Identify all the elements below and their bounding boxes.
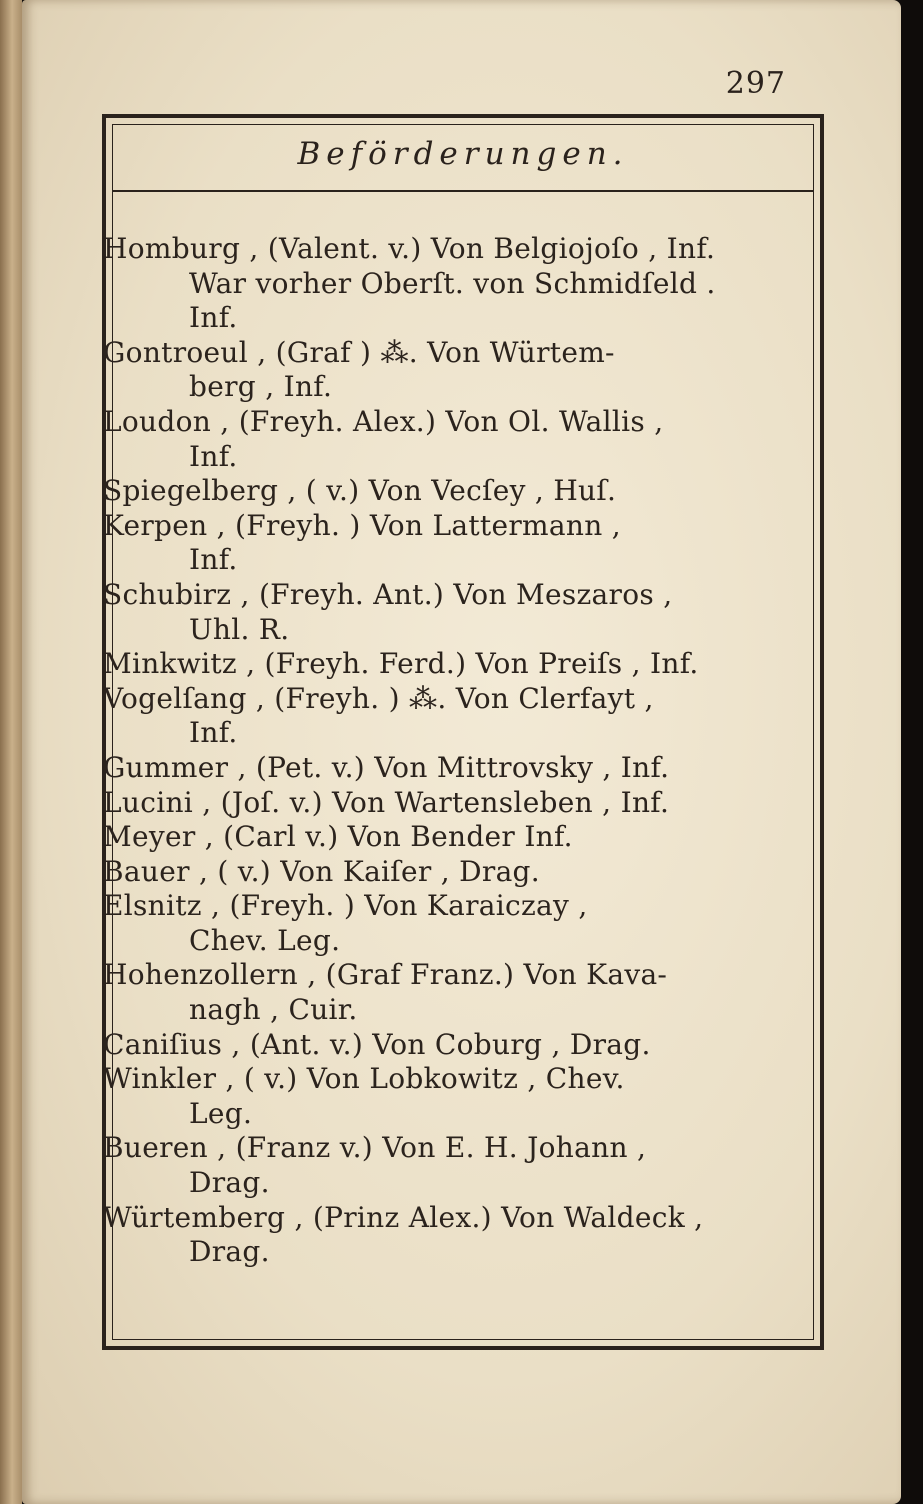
promotion-entry [103, 509, 793, 578]
entry-first-line: Würtemberg , (Prinz Alex.) Von Waldeck , [103, 1200, 704, 1234]
entry-continuation-line: Leg. [189, 1096, 253, 1130]
promotion-list [103, 232, 793, 1270]
entry-continuation-line: Drag. [189, 1235, 270, 1269]
promotion-entry [103, 578, 793, 647]
promotion-entry [103, 474, 793, 509]
entry-first-line: Bauer , ( v.) Von Kaiſer , Drag. [103, 854, 540, 888]
promotion-entry [103, 1062, 793, 1131]
entry-continuation-line: Inf. [189, 543, 238, 577]
promotion-entry [103, 1028, 793, 1063]
entry-first-line: Homburg , (Valent. v.) Von Belgiojoſo , Inf. [103, 232, 716, 265]
adjacent-page-edge [0, 0, 22, 1504]
entry-first-line: Bueren , (Franz v.) Von E. H. Johann , [103, 1131, 647, 1165]
entry-first-line: Winkler , ( v.) Von Lobkowitz , Chev. [103, 1062, 625, 1096]
entry-continuation-line: Inf. [189, 301, 238, 335]
entry-first-line: Vogelſang , (Freyh. ) ⁂. Von Clerfayt , [103, 681, 654, 715]
promotion-entry [103, 405, 793, 474]
page-heading: Beförderungen. [297, 136, 629, 172]
entry-first-line: Minkwitz , (Freyh. Ferd.) Von Preiſs , Inf. [103, 647, 699, 681]
promotion-entry [103, 751, 793, 786]
entry-continuation-line: Inf. [189, 439, 238, 473]
entry-first-line: Caniſius , (Ant. v.) Von Coburg , Drag. [103, 1027, 651, 1061]
promotion-entry [103, 682, 793, 751]
promotion-entry [103, 820, 793, 855]
promotion-entry [103, 232, 793, 336]
entry-continuation-line: War vorher Oberſt. von Schmidſeld . [189, 266, 716, 300]
entry-continuation-line: Inf. [189, 716, 238, 750]
entry-first-line: Spiegelberg , ( v.) Von Vecſey , Huſ. [103, 474, 617, 508]
entry-first-line: Gummer , (Pet. v.) Von Mittrovsky , Inf. [103, 750, 670, 784]
entry-continuation-line: nagh , Cuir. [189, 993, 358, 1027]
promotion-entry [103, 958, 793, 1027]
promotion-entry [103, 336, 793, 405]
promotion-entry [103, 889, 793, 958]
entry-continuation-line: Chev. Leg. [189, 923, 341, 957]
heading-rule [112, 190, 814, 192]
entry-first-line: Loudon , (Freyh. Alex.) Von Ol. Wallis , [103, 404, 664, 438]
entry-first-line: Elsnitz , (Freyh. ) Von Karaiczay , [103, 889, 588, 923]
entry-continuation-line: Drag. [189, 1166, 270, 1200]
entry-continuation-line: Uhl. R. [189, 612, 290, 646]
promotion-entry [103, 786, 793, 821]
entry-first-line: Gontroeul , (Graf ) ⁂. Von Würtem- [103, 335, 615, 369]
entry-continuation-line: berg , Inf. [189, 370, 333, 404]
entry-first-line: Meyer , (Carl v.) Von Bender Inf. [103, 820, 573, 854]
page-number: 297 [725, 66, 786, 101]
promotion-entry [103, 647, 793, 682]
promotion-entry [103, 1131, 793, 1200]
entry-first-line: Lucini , (Joſ. v.) Von Wartensleben , Inf. [103, 785, 670, 819]
entry-first-line: Hohenzollern , (Graf Franz.) Von Kava- [103, 958, 668, 992]
entry-first-line: Schubirz , (Freyh. Ant.) Von Meszaros , [103, 577, 673, 611]
promotion-entry [103, 855, 793, 890]
promotion-entry [103, 1201, 793, 1270]
entry-first-line: Kerpen , (Freyh. ) Von Lattermann , [103, 508, 621, 542]
